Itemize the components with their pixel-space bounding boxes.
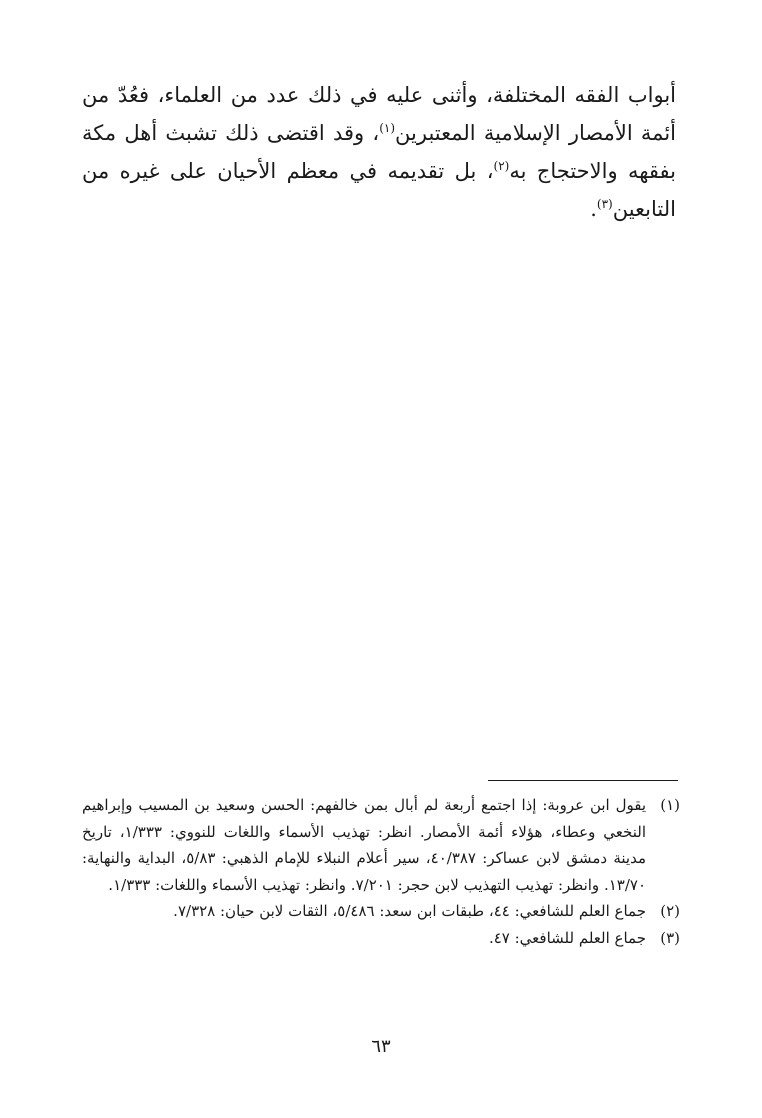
footnote-ref-3: (٣) — [596, 197, 613, 211]
paragraph-text-part-3: ، بل تقديمه في معظم الأحيان على غيره من التابعين — [82, 159, 676, 221]
footnote-1 — [82, 792, 680, 898]
paragraph-text-part-1: أبواب الفقه المختلفة، وأثنى عليه في ذلك عدد من العلماء، فعُدّ من أئمة الأمصار الإسلامية المعتبرين — [82, 83, 676, 145]
main-paragraph — [82, 76, 676, 228]
footnote-number: (٢) — [660, 902, 680, 920]
footnotes-section — [82, 792, 680, 951]
page-number: ٦٣ — [371, 1036, 391, 1057]
footnote-text: جماع العلم للشافعي: ٤٤، طبقات ابن سعد: ٥/٤٨٦، الثقات لابن حيان: ٧/٣٢٨. — [173, 902, 646, 920]
footnote-text: يقول ابن عروبة: إذا اجتمع أربعة لم أبال بمن خالفهم: الحسن وسعيد بن المسيب وإبراهيم النخعي وعطاء، هؤلاء أئمة الأمصار. انظر: تهذيب الأسماء واللغات للنووي: ١/٣٣٣، تاريخ مدينة دمشق لابن عساكر: ٤٠/٣٨٧، سير أعلام النبلاء للإمام الذهبي: ٥/٨٣، البداية والنهاية: ١٣/٧٠. وانظر: تهذيب التهذيب لابن حجر: ٧/٢٠١. وانظر: تهذيب الأسماء واللغات: ١/٣٣٣. — [82, 796, 646, 894]
footnote-separator — [488, 780, 678, 781]
main-text-block — [82, 76, 676, 228]
footnote-2 — [82, 898, 680, 925]
footnote-number: (١) — [660, 796, 680, 814]
footnote-ref-2: (٢) — [493, 159, 510, 173]
paragraph-text-part-2: ، وقد اقتضى ذلك تشبث أهل مكة بفقهه والاحتجاج به — [82, 121, 676, 183]
footnote-text: جماع العلم للشافعي: ٤٧. — [488, 928, 646, 947]
footnote-3 — [82, 925, 680, 952]
footnote-number: (٣) — [660, 928, 680, 947]
footnote-ref-1: (١) — [379, 121, 396, 135]
paragraph-end: . — [590, 197, 597, 221]
